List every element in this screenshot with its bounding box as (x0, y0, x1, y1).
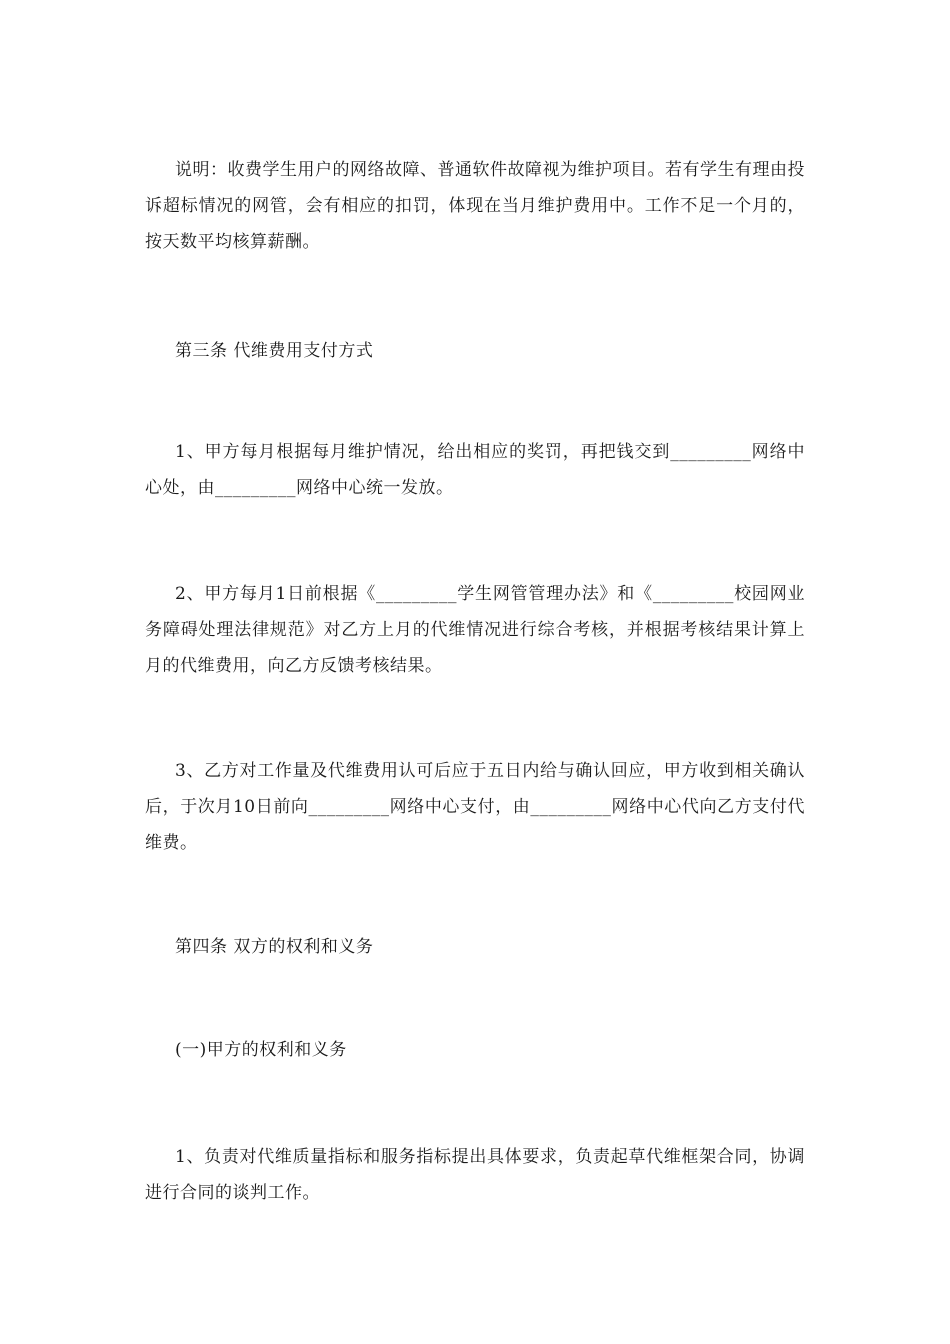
note-paragraph: 说明：收费学生用户的网络故障、普通软件故障视为维护项目。若有学生有理由投诉超标情况的网管，会有相应的扣罚，体现在当月维护费用中。工作不足一个月的，按天数平均核算薪酬。 (145, 160, 805, 252)
article-3-heading: 第三条 代维费用支付方式 (175, 341, 374, 361)
section-1-heading: (一)甲方的权利和义务 (175, 1040, 347, 1060)
article-4-heading: 第四条 双方的权利和义务 (175, 937, 374, 957)
section-1-item-1: 1、负责对代维质量指标和服务指标提出具体要求，负责起草代维框架合同，协调进行合同的谈判工作。 (145, 1147, 805, 1203)
article-3-item-1: 1、甲方每月根据每月维护情况，给出相应的奖罚，再把钱交到_________网络中心处，由_________网络中心统一发放。 (145, 442, 805, 498)
article-3-item-2: 2、甲方每月1日前根据《_________学生网管管理办法》和《_________校园网业务障碍处理法律规范》对乙方上月的代维情况进行综合考核，并根据考核结果计算上月的代维费用，向乙方反馈考核结果。 (145, 584, 805, 676)
article-3-item-3: 3、乙方对工作量及代维费用认可后应于五日内给与确认回应，甲方收到相关确认后，于次月10日前向_________网络中心支付，由_________网络中心代向乙方支付代维费。 (145, 761, 805, 853)
